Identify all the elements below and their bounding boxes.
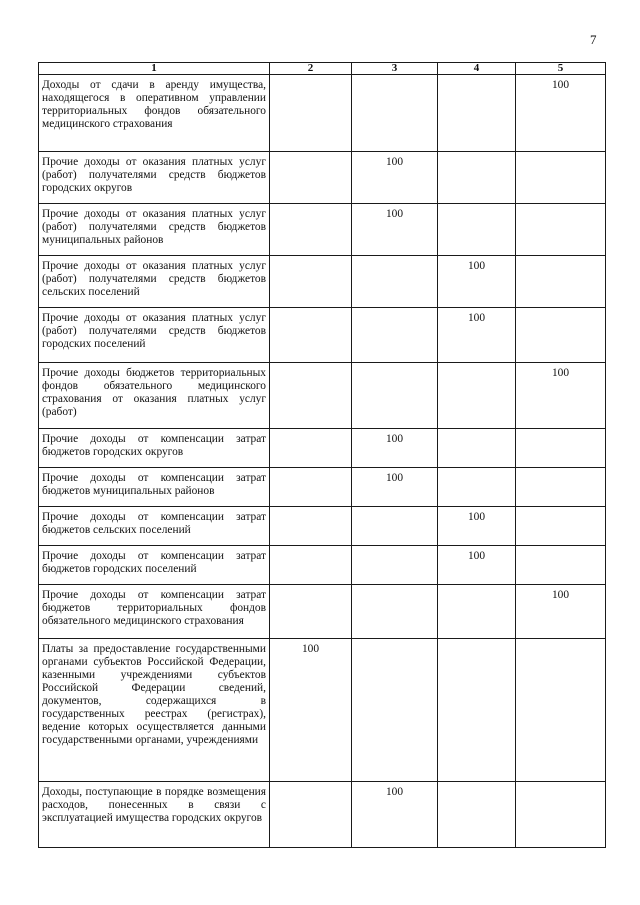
cell-col-3 — [352, 639, 438, 782]
cell-col-5 — [516, 152, 606, 204]
row-description: Прочие доходы от компенсации затрат бюджетов муниципальных районов — [39, 468, 270, 507]
cell-col-3: 100 — [352, 468, 438, 507]
header-col-4: 4 — [438, 63, 516, 75]
cell-col-4 — [438, 363, 516, 429]
cell-col-5 — [516, 639, 606, 782]
row-description: Прочие доходы бюджетов территориальных фондов обязательного медицинского страхования от оказания платных услуг (работ) — [39, 363, 270, 429]
cell-col-4: 100 — [438, 546, 516, 585]
table-row — [39, 507, 606, 546]
table-row — [39, 468, 606, 507]
row-description: Прочие доходы от компенсации затрат бюджетов территориальных фондов обязательного медицинского страхования — [39, 585, 270, 639]
table-row — [39, 585, 606, 639]
cell-col-3 — [352, 546, 438, 585]
cell-col-4: 100 — [438, 308, 516, 363]
cell-col-3 — [352, 363, 438, 429]
cell-col-2 — [270, 468, 352, 507]
cell-col-2 — [270, 75, 352, 152]
row-description: Прочие доходы от оказания платных услуг (работ) получателями средств бюджетов сельских поселений — [39, 256, 270, 308]
header-col-5: 5 — [516, 63, 606, 75]
cell-col-3 — [352, 256, 438, 308]
table-row — [39, 782, 606, 848]
cell-col-3: 100 — [352, 204, 438, 256]
cell-col-3 — [352, 75, 438, 152]
cell-col-4 — [438, 782, 516, 848]
cell-col-2 — [270, 256, 352, 308]
cell-col-2 — [270, 363, 352, 429]
cell-col-5 — [516, 308, 606, 363]
cell-col-3: 100 — [352, 152, 438, 204]
table-row — [39, 256, 606, 308]
cell-col-3 — [352, 585, 438, 639]
cell-col-4: 100 — [438, 507, 516, 546]
cell-col-5 — [516, 429, 606, 468]
cell-col-2 — [270, 204, 352, 256]
header-col-1: 1 — [39, 63, 270, 75]
cell-col-4 — [438, 204, 516, 256]
cell-col-5 — [516, 468, 606, 507]
cell-col-2 — [270, 585, 352, 639]
page-number: 7 — [590, 32, 597, 47]
cell-col-4 — [438, 429, 516, 468]
table-row — [39, 204, 606, 256]
table-body — [39, 75, 606, 848]
row-description: Доходы, поступающие в порядке возмещения расходов, понесенных в связи с эксплуатацией имущества городских округов — [39, 782, 270, 848]
row-description: Прочие доходы от компенсации затрат бюджетов городских округов — [39, 429, 270, 468]
cell-col-4 — [438, 75, 516, 152]
cell-col-2 — [270, 152, 352, 204]
cell-col-5 — [516, 204, 606, 256]
table-row — [39, 546, 606, 585]
row-description: Прочие доходы от оказания платных услуг (работ) получателями средств бюджетов городских поселений — [39, 308, 270, 363]
cell-col-5: 100 — [516, 363, 606, 429]
row-description: Доходы от сдачи в аренду имущества, находящегося в оперативном управлении территориальных фондов обязательного медицинского страхования — [39, 75, 270, 152]
cell-col-2 — [270, 308, 352, 363]
cell-col-4 — [438, 152, 516, 204]
cell-col-2 — [270, 782, 352, 848]
revenue-table — [38, 62, 606, 848]
table-row — [39, 308, 606, 363]
header-col-3: 3 — [352, 63, 438, 75]
table-row — [39, 363, 606, 429]
cell-col-5: 100 — [516, 75, 606, 152]
row-description: Прочие доходы от оказания платных услуг (работ) получателями средств бюджетов городских округов — [39, 152, 270, 204]
cell-col-4 — [438, 468, 516, 507]
cell-col-2 — [270, 546, 352, 585]
table-row — [39, 429, 606, 468]
cell-col-2 — [270, 429, 352, 468]
table-header — [39, 63, 606, 75]
cell-col-4: 100 — [438, 256, 516, 308]
table-row — [39, 152, 606, 204]
row-description: Прочие доходы от компенсации затрат бюджетов сельских поселений — [39, 507, 270, 546]
cell-col-3: 100 — [352, 782, 438, 848]
header-col-2: 2 — [270, 63, 352, 75]
cell-col-2 — [270, 507, 352, 546]
row-description: Платы за предоставление государственными органами субъектов Российской Федерации, казенными учреждениями субъектов Российской Федерации сведений, документов, содержащихся в государственных реестрах (регистрах), ведение которых осуществляется данными государственными органами, учреждениями — [39, 639, 270, 782]
cell-col-4 — [438, 585, 516, 639]
cell-col-5 — [516, 256, 606, 308]
cell-col-3: 100 — [352, 429, 438, 468]
cell-col-2: 100 — [270, 639, 352, 782]
row-description: Прочие доходы от оказания платных услуг (работ) получателями средств бюджетов муниципальных районов — [39, 204, 270, 256]
cell-col-3 — [352, 308, 438, 363]
header-row — [39, 63, 606, 75]
table-row — [39, 639, 606, 782]
cell-col-5: 100 — [516, 585, 606, 639]
cell-col-5 — [516, 546, 606, 585]
cell-col-3 — [352, 507, 438, 546]
table-row — [39, 75, 606, 152]
cell-col-5 — [516, 507, 606, 546]
cell-col-5 — [516, 782, 606, 848]
row-description: Прочие доходы от компенсации затрат бюджетов городских поселений — [39, 546, 270, 585]
cell-col-4 — [438, 639, 516, 782]
